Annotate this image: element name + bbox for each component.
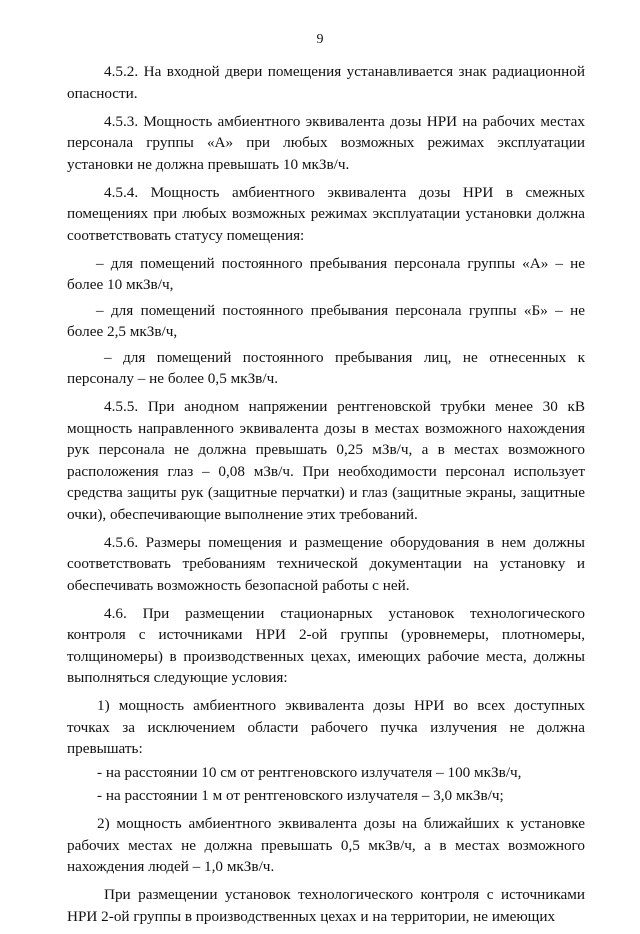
document-body: [67, 61, 585, 934]
paragraph-4-5-5: 4.5.5. При анодном напряжении рентгеновской трубки менее 30 кВ мощность направленного эквивалента дозы в местах возможного нахождения рук персонала не должна превышать 0,25 мЗв/ч, а в местах возможного расположения глаз – 0,08 мЗв/ч. При необходимости персонал использует средства защиты рук (защитные перчатки) и глаз (защитные экраны, защитные очки), обеспечивающие выполнение этих требований.: [67, 398, 585, 523]
list-item-group-a: – для помещений постоянного пребывания персонала группы «А» – не более 10 мкЗв/ч,: [67, 254, 585, 293]
paragraph-4-5-3: 4.5.3. Мощность амбиентного эквивалента дозы НРИ на рабочих местах персонала группы «А» при любых возможных режимах эксплуатации установки не должна превышать 10 мкЗв/ч.: [67, 112, 585, 173]
list-item-group-b: – для помещений постоянного пребывания персонала группы «Б» – не более 2,5 мкЗв/ч,: [67, 301, 585, 340]
condition-1-distance-1m: - на расстоянии 1 м от рентгеновского излучателя – 3,0 мкЗв/ч;: [97, 787, 504, 804]
condition-1-distance-10cm: - на расстоянии 10 см от рентгеновского излучателя – 100 мкЗв/ч,: [97, 763, 522, 781]
page-number: 9: [316, 32, 324, 47]
list-item-non-personnel: – для помещений постоянного пребывания лиц, не отнесенных к персоналу – не более 0,5 мкЗв/ч.: [67, 348, 585, 387]
condition-2: 2) мощность амбиентного эквивалента дозы на ближайших к установке рабочих местах не должна превышать 0,5 мкЗв/ч, а в местах возможного нахождения людей – 1,0 мкЗв/ч.: [67, 815, 585, 875]
condition-1: 1) мощность амбиентного эквивалента дозы НРИ во всех доступных точках за исключением области рабочего пучка излучения не должна превышать:: [67, 697, 585, 757]
paragraph-placement-continued: При размещении установок технологического контроля с источниками НРИ 2-ой группы в производственных цехах и на территории, не имеющих: [67, 886, 585, 925]
paragraph-4-5-6: 4.5.6. Размеры помещения и размещение оборудования в нем должны соответствовать требованиям технической документации на установку и обеспечивать возможность безопасной работы с ней.: [67, 533, 585, 594]
paragraph-4-5-2: 4.5.2. На входной двери помещения устанавливается знак радиационной опасности.: [67, 63, 585, 102]
paragraph-4-5-4: 4.5.4. Мощность амбиентного эквивалента дозы НРИ в смежных помещениях при любых возможных режимах эксплуатации установки должна соответствовать статусу помещения:: [67, 183, 585, 244]
paragraph-4-6: 4.6. При размещении стационарных установок технологического контроля с источниками НРИ 2-ой группы (уровнемеры, плотномеры, толщиномеры) в производственных цехах, имеющих рабочие места, должны выполняться следующие условия:: [67, 604, 585, 686]
